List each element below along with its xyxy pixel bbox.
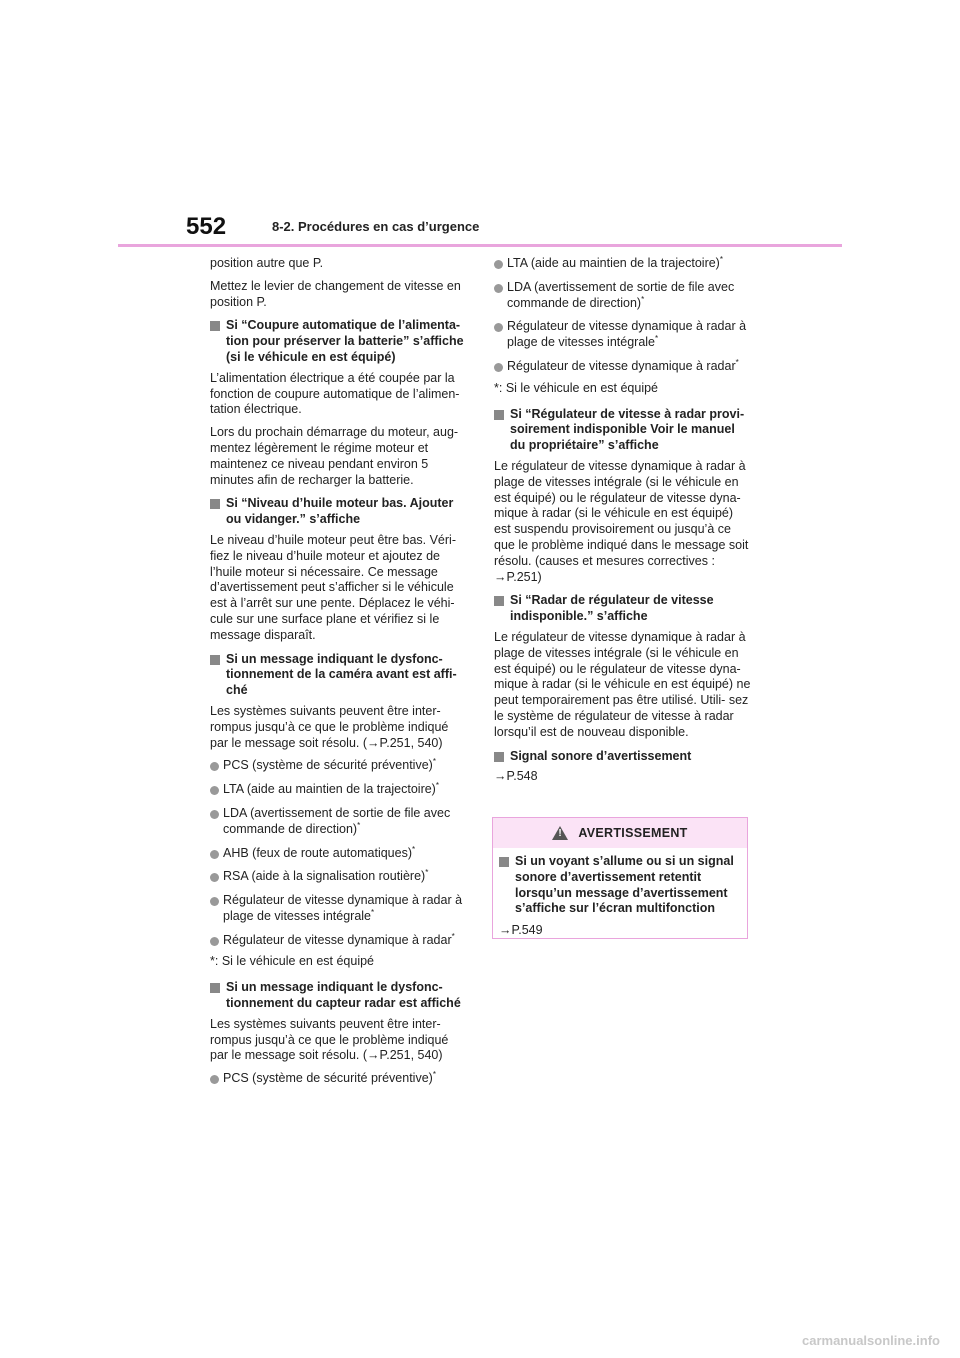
- section-heading: Si “Radar de régulateur de vitesse indisponible.” s’affiche: [494, 593, 752, 625]
- circle-bullet-icon: [210, 897, 219, 906]
- watermark-link[interactable]: carmanualsonline.info: [802, 1333, 940, 1348]
- square-bullet-icon: [210, 983, 220, 993]
- circle-bullet-icon: [210, 786, 219, 795]
- circle-bullet-icon: [210, 937, 219, 946]
- circle-bullet-icon: [210, 873, 219, 882]
- left-column: [210, 256, 468, 1095]
- warning-header: [493, 818, 747, 848]
- list-item: LDA (avertissement de sortie de file avec commande de direction)*: [494, 280, 752, 312]
- page-reference: →P.548: [494, 769, 538, 784]
- circle-bullet-icon: [210, 762, 219, 771]
- list-item: LTA (aide au maintien de la trajectoire)*: [494, 256, 752, 272]
- list-item: Régulateur de vitesse dynamique à radar à plage de vitesses intégrale*: [494, 319, 752, 351]
- warning-title: AVERTISSEMENT: [578, 826, 688, 840]
- header-rule: [118, 244, 842, 247]
- section-heading: Signal sonore d’avertissement: [494, 749, 752, 765]
- page-reference: →P.549: [499, 923, 543, 938]
- list-item: PCS (système de sécurité préventive)*: [210, 758, 468, 774]
- paragraph: Les systèmes suivants peuvent être inter- rompus jusqu’à ce que le problème indiqué par le message soit résolu. (→P.251, 540): [210, 703, 449, 750]
- list-item: AHB (feux de route automatiques)*: [210, 846, 468, 862]
- paragraph: position autre que P.: [210, 256, 324, 270]
- circle-bullet-icon: [494, 363, 503, 372]
- page-number: 552: [186, 213, 227, 240]
- list-item: Régulateur de vitesse dynamique à radar à plage de vitesses intégrale*: [210, 893, 468, 925]
- paragraph: Les systèmes suivants peuvent être inter- rompus jusqu’à ce que le problème indiqué par le message soit résolu. (→P.251, 540): [210, 1016, 449, 1063]
- circle-bullet-icon: [210, 850, 219, 859]
- paragraph: Lors du prochain démarrage du moteur, aug- mentez légèrement le régime moteur et maintenez ce niveau pendant environ 5 minutes afin de recharger la batterie.: [210, 425, 459, 487]
- circle-bullet-icon: [494, 260, 503, 269]
- warning-box: [492, 817, 748, 939]
- circle-bullet-icon: [494, 284, 503, 293]
- section-heading: Si un message indiquant le dysfonc- tionnement du capteur radar est affiché: [210, 980, 468, 1012]
- warning-triangle-icon: [552, 826, 568, 840]
- paragraph: L’alimentation électrique a été coupée par la fonction de coupure automatique de l’alimen- tation électrique.: [210, 370, 460, 417]
- list-item: Régulateur de vitesse dynamique à radar*: [210, 933, 468, 949]
- list-item: PCS (système de sécurité préventive)*: [210, 1071, 468, 1087]
- square-bullet-icon: [210, 321, 220, 331]
- paragraph: Le niveau d’huile moteur peut être bas. Véri- fiez le niveau d’huile moteur et ajoutez de l’huile moteur si nécessaire. Ce message d’avertissement peut s’afficher si le véhicule est à l’arrêt sur une pente. Déplacez le véhi- cule sur une surface plane et vérifiez si le message disparaît.: [210, 532, 456, 642]
- circle-bullet-icon: [210, 810, 219, 819]
- list-item: LDA (avertissement de sortie de file avec commande de direction)*: [210, 806, 468, 838]
- footnote: *: Si le véhicule en est équipé: [494, 380, 659, 395]
- section-heading: Si un message indiquant le dysfonc- tionnement de la caméra avant est affi- ché: [210, 652, 468, 699]
- section-heading: Si “Régulateur de vitesse à radar provi- soirement indisponible Voir le manuel du propriétaire” s’affiche: [494, 407, 752, 454]
- section-title: 8-2. Procédures en cas d’urgence: [272, 219, 480, 234]
- footnote: *: Si le véhicule en est équipé: [210, 954, 375, 969]
- paragraph: Mettez le levier de changement de vitesse en position P.: [210, 278, 461, 309]
- list-item: Régulateur de vitesse dynamique à radar*: [494, 359, 752, 375]
- paragraph: Le régulateur de vitesse dynamique à radar à plage de vitesses intégrale (si le véhicule en est équipé) ou le régulateur de vitesse dyna- mique à radar (si le véhicule en est équipé) ne peut temporairement pas être utilisé. Utili- sez le système de régulateur de vitesse à radar lorsqu’il est de nouveau disponible.: [494, 629, 751, 739]
- square-bullet-icon: [494, 596, 504, 606]
- right-column: [494, 256, 752, 793]
- square-bullet-icon: [210, 655, 220, 665]
- circle-bullet-icon: [210, 1075, 219, 1084]
- square-bullet-icon: [499, 857, 509, 867]
- list-item: LTA (aide au maintien de la trajectoire)*: [210, 782, 468, 798]
- circle-bullet-icon: [494, 323, 503, 332]
- paragraph: Le régulateur de vitesse dynamique à radar à plage de vitesses intégrale (si le véhicule en est équipé) ou le régulateur de vitesse dyna- mique à radar (si le véhicule en est équipé) est suspendu provisoirement ou jusqu’à ce que le problème indiqué dans le message soit résolu. (causes et mesures correctives : →P.251): [494, 458, 749, 584]
- list-item: RSA (aide à la signalisation routière)*: [210, 869, 468, 885]
- square-bullet-icon: [210, 499, 220, 509]
- warning-body: [493, 848, 747, 939]
- square-bullet-icon: [494, 410, 504, 420]
- section-heading: Si “Coupure automatique de l’alimenta- tion pour préserver la batterie” s’affiche (si le véhicule en est équipé): [210, 318, 468, 365]
- warning-heading: Si un voyant s’allume ou si un signal sonore d’avertissement retentit lorsqu’un message d’avertissement s’affiche sur l’écran multifonction: [499, 854, 737, 917]
- section-heading: Si “Niveau d’huile moteur bas. Ajouter ou vidanger.” s’affiche: [210, 496, 468, 528]
- square-bullet-icon: [494, 752, 504, 762]
